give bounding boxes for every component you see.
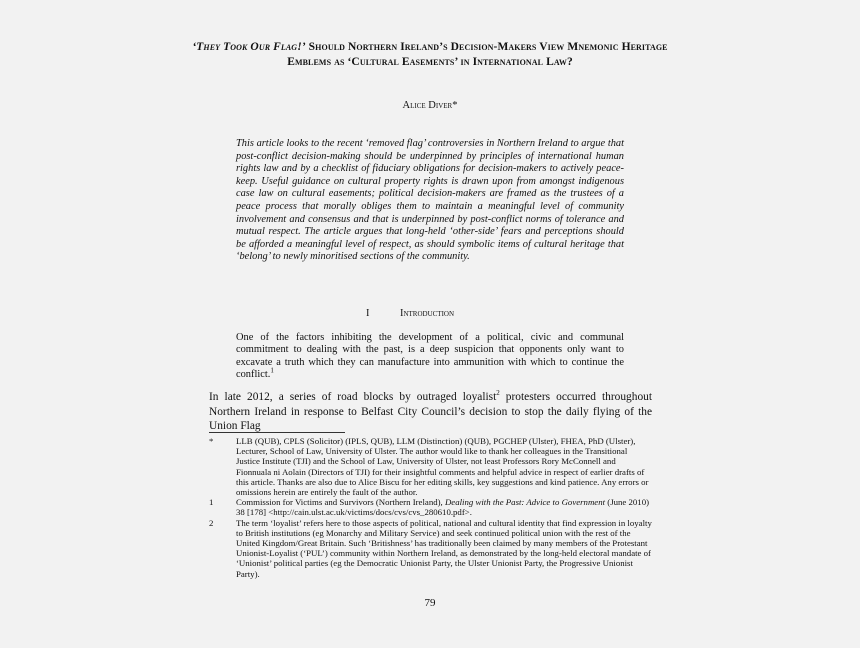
- quote-text: One of the factors inhibiting the development of a political, civic and communal commitment to dealing with the past, is a deep suspicion that opponents only want to excavate a truth which they can manufacture into ammunition with which to continue the conflict.: [236, 332, 624, 381]
- abstract: This article looks to the recent ‘removed flag’ controversies in Northern Ireland to argue that post-conflict decision-making should be underpinned by principles of international human rights law and by a checklist of fiduciary obligations for decision-makers to actively peace-keep. Useful guidance on cultural property rights is drawn upon from amongst indigenous case law on cultural easements; political decision-makers are framed as the trustees of a peace process that morally obliges them to maintain a meaningful level of community involvement and consensus and that is underpinned by post-conflict norms of tolerance and mutual respect. The article argues that long-held ‘other-side’ fears and perceptions should be afforded a meaningful level of respect, as should symbolic items of cultural heritage that ‘belong’ to newly minoritised sections of the community.: [236, 138, 624, 263]
- footnote-text: Commission for Victims and Survivors (Northern Ireland),: [236, 497, 445, 508]
- footnote-text: The term ‘loyalist’ refers here to those aspects of political, national and cultural identity that find expression in loyalty to British institutions (eg Monarchy and Military Service) and seek continued political union with the rest of the United Kingdom/Great Britain. Such ‘Britishness’ has traditionally been claimed by many members of the Protestant Unionist-Loyalist (‘PUL’) community within Northern Ireland, as demonstrated by the long-held electoral mandate of ‘Unionist’ political parties (eg the Democratic Unionist Party, the Ulster Unionist Party, the Progressive Unionist Party).: [236, 517, 652, 579]
- footnote-item: [209, 497, 652, 517]
- footnote-item: [209, 436, 652, 497]
- section-title: Introduction: [400, 308, 455, 319]
- section-number: I: [366, 308, 370, 319]
- author-name: Alice Diver*: [402, 100, 458, 111]
- body-text-start: In late 2012, a series of road blocks by outraged loyalist: [209, 391, 497, 403]
- epigraph-quote: [236, 332, 624, 382]
- page-number: 79: [424, 597, 436, 609]
- body-paragraph: [209, 390, 652, 434]
- footnote-separator: [209, 432, 345, 433]
- article-title-rest: Should Northern Ireland’s Decision-Makers View Mnemonic Heritage Emblems as ‘Cultural Easements’ in International Law?: [287, 41, 668, 68]
- footnote-ref[interactable]: 2: [496, 389, 500, 398]
- article-title-italic: ‘They Took Our Flag!’: [192, 41, 306, 53]
- footnote-citation-link[interactable]: (June 2010) 38 [178] <http://cain.ulst.ac.uk/victims/docs/cvs/cvs_280610.pdf>.: [236, 497, 650, 518]
- article-title: [180, 40, 680, 70]
- footnote-mark: 1: [209, 497, 214, 508]
- footnotes: [209, 436, 652, 579]
- footnote-mark: *: [209, 436, 214, 446]
- body-text-end: protesters occurred throughout Northern Ireland in response to Belfast City Council’s decision to stop the daily flying of the Union Flag: [209, 391, 652, 433]
- footnote-mark: 2: [209, 517, 214, 528]
- footnote-ref[interactable]: 1: [270, 366, 274, 375]
- footnote-item: [209, 518, 652, 579]
- footnote-cited-title: Dealing with the Past: Advice to Government: [444, 497, 606, 508]
- footnote-text: LLB (QUB), CPLS (Solicitor) (IPLS, QUB), LLM (Distinction) (QUB), PGCHEP (Ulster), FHEA, PhD (Ulster), Lecturer, School of Law, University of Ulster. The author would like to thank her colleagues in the Transitional Justice Institute (TJI) and the School of Law, University of Ulster, not least Professors Rory McConnell and Fionnuala ni Aolain (Directors of TJI) for their insightful comments and helpful advice in respect of earlier drafts of this article. Thanks are also due to Alice Biscu for her editing skills, key suggestions and kind patience. Any errors or omissions herein are entirely the fault of the author.: [236, 436, 649, 498]
